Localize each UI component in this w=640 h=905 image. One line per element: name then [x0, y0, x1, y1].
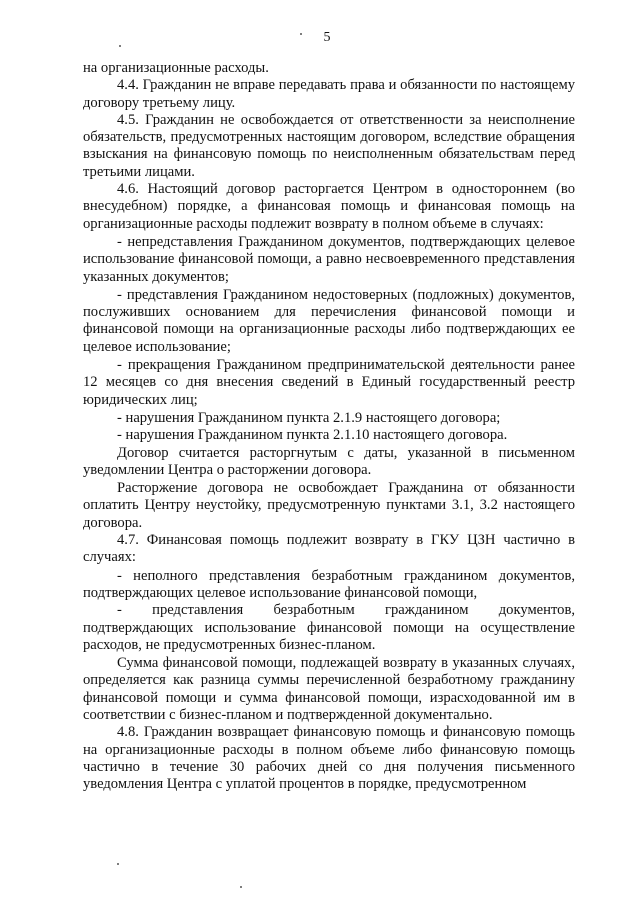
scan-speck [119, 45, 121, 47]
clause-4-8: 4.8. Гражданин возвращает финансовую помощь и финансовую помощь на организационные расходы в полном объеме либо финансовую помощь частично в течение 30 рабочих дней со дня получения письменного уведомления Центра с уплатой процентов в порядке, предусмотренном [83, 724, 575, 793]
clause-4-7-item-1: - неполного представления безработным гражданином документов, подтверждающих целевое использование финансовой помощи, [83, 567, 575, 601]
clause-4-6-item-2: - представления Гражданином недостоверных (подложных) документов, послуживших основанием для перечисления финансовой помощи и финансовой помощи на организационные расходы либо подтверждающих ее целевое использование; [83, 286, 575, 355]
page-number: 5 [323, 30, 331, 45]
clause-4-5: 4.5. Гражданин не освобождается от ответственности за неисполнение обязательств, предусмотренных настоящим договором, вследствие обращения взыскания на финансовую помощь по неисполненным обязательствам перед третьими лицами. [83, 111, 575, 180]
scan-speck [240, 886, 242, 888]
refund-amount-paragraph: Сумма финансовой помощи, подлежащей возврату в указанных случаях, определяется как разница суммы перечисленной безработному гражданину финансовой помощи и сумма финансовой помощи, израсходованной им в соответствии с бизнес-планом и подтвержденной документально. [83, 655, 575, 723]
clause-4-4: 4.4. Гражданин не вправе передавать права и обязанности по настоящему договору третьему лицу. [83, 77, 575, 111]
clause-4-7: 4.7. Финансовая помощь подлежит возврату в ГКУ ЦЗН частично в случаях: [83, 532, 575, 566]
paragraph-continuation: на организационные расходы. [83, 60, 269, 76]
termination-penalty-paragraph: Расторжение договора не освобождает Гражданина от обязанности оплатить Центру неустойку, предусмотренную пунктами 3.1, 3.2 настоящего договора. [83, 480, 575, 531]
document-body [83, 60, 575, 793]
termination-date-paragraph: Договор считается расторгнутым с даты, указанной в письменном уведомлении Центра о расторжении договора. [83, 444, 575, 478]
clause-4-6: 4.6. Настоящий договор расторгается Центром в одностороннем (во внесудебном) порядке, а финансовая помощь и финансовая помощь на организационные расходы подлежит возврату в полном объеме в случаях: [83, 181, 575, 232]
scan-speck [117, 863, 119, 865]
clause-4-6-item-3: - прекращения Гражданином предпринимательской деятельности ранее 12 месяцев со дня внесения сведений в Единый государственный реестр юридических лиц; [83, 357, 575, 408]
clause-4-6-item-4: - нарушения Гражданином пункта 2.1.9 настоящего договора; [117, 409, 501, 426]
clause-4-6-item-1: - непредставления Гражданином документов, подтверждающих целевое использование финансовой помощи, а равно несвоевременного представления указанных документов; [83, 233, 575, 285]
clause-4-6-item-5: - нарушения Гражданином пункта 2.1.10 настоящего договора. [117, 427, 508, 444]
scan-speck [300, 33, 302, 35]
clause-4-7-item-2: - представления безработным гражданином документов, подтверждающих использование финансовой помощи на осуществление расходов, не предусмотренных бизнес-планом. [83, 602, 575, 653]
